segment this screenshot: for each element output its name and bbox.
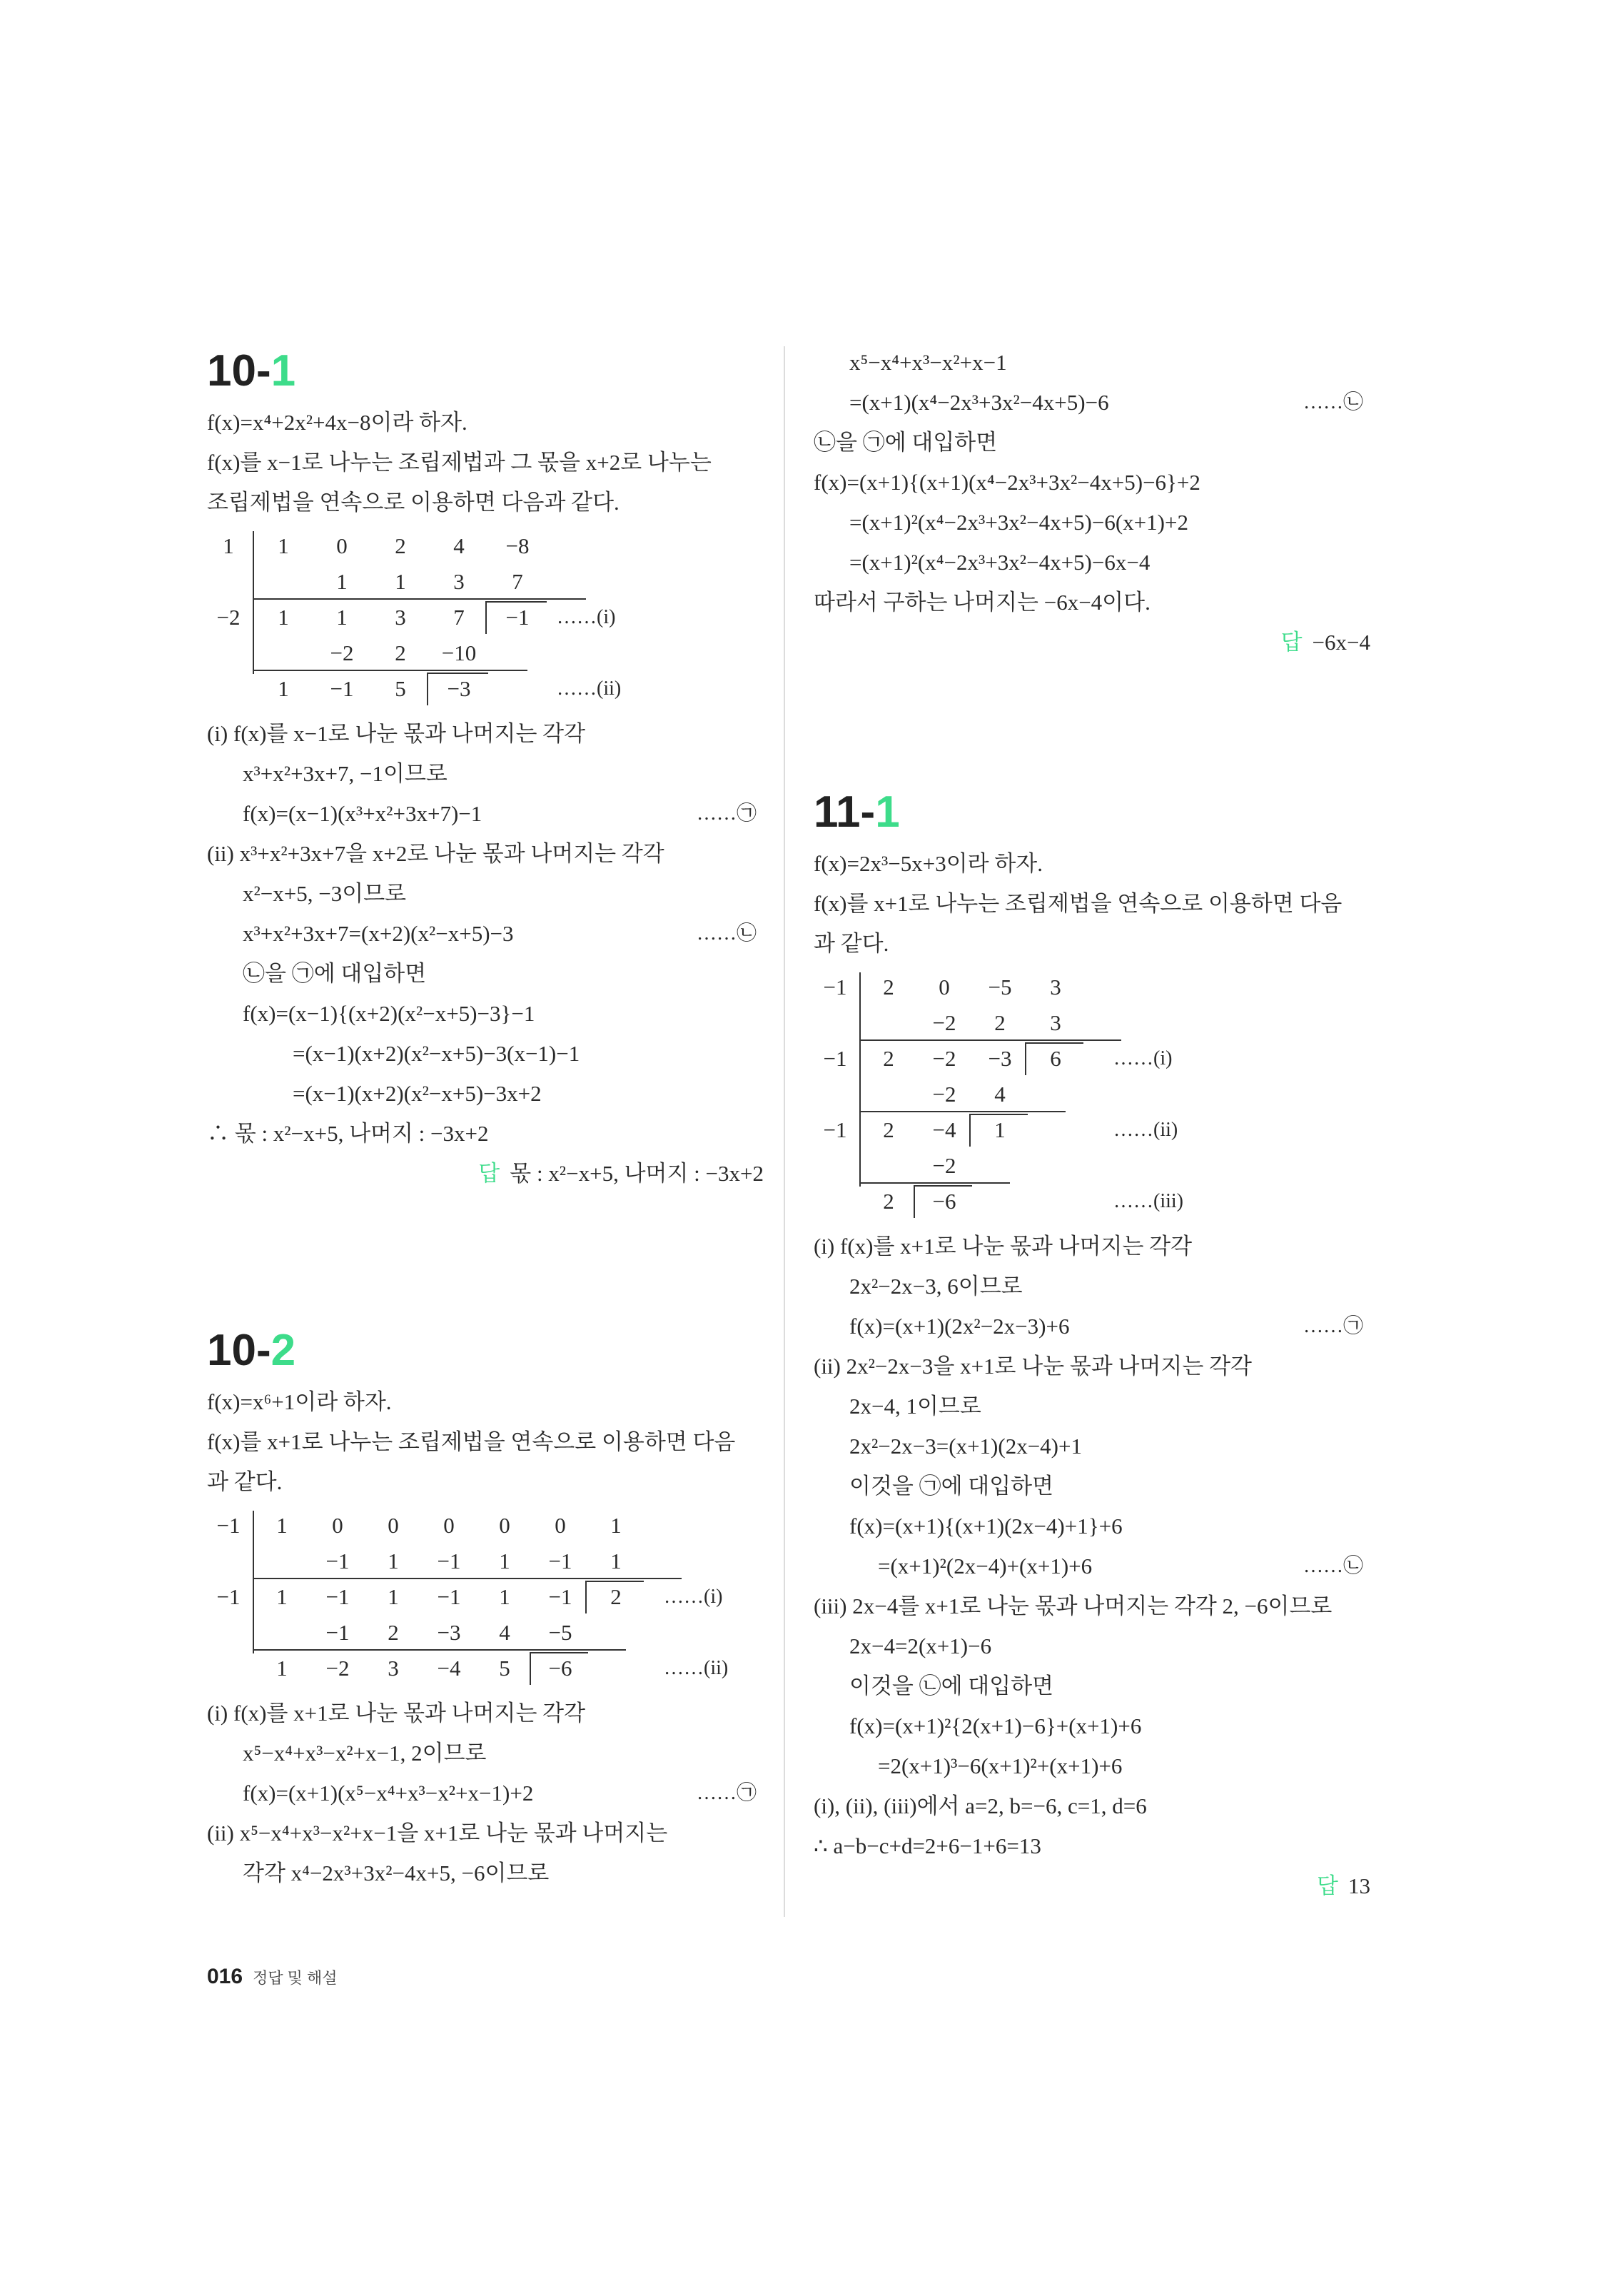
synth-cell: −3 <box>988 1046 1012 1071</box>
synth-divisor: −2 <box>216 605 241 630</box>
intro-line: 조립제법을 연속으로 이용하면 다음과 같다. <box>207 490 620 515</box>
problem-title-10-2: 10-2 <box>207 1326 296 1375</box>
synth-cell: −4 <box>932 1117 956 1142</box>
step-line: 따라서 구하는 나머지는 −6x−4이다. <box>814 590 1151 615</box>
intro-line: f(x)=x⁴+2x²+4x−8이라 하자. <box>207 410 467 435</box>
equation-mark: ……㉠ <box>1303 1315 1363 1337</box>
synthetic-division-table <box>207 1508 764 1686</box>
synth-cell: 5 <box>395 676 406 701</box>
synth-cell: −2 <box>932 1010 956 1035</box>
synth-cell: 7 <box>512 569 523 594</box>
step-line: (ii) x⁵−x⁴+x³−x²+x−1을 x+1로 나눈 몫과 나머지는 <box>207 1821 668 1846</box>
synth-cell: 1 <box>336 569 348 594</box>
synth-cell: 1 <box>278 605 289 630</box>
synth-cell: −2 <box>330 640 354 665</box>
step-line: x³+x²+3x+7=(x+2)(x²−x+5)−3 ……㉡ <box>207 914 764 954</box>
synth-cell: 1 <box>994 1117 1006 1142</box>
remainder-box-line <box>969 1114 1028 1115</box>
column-divider <box>784 346 785 1917</box>
synth-divider-line <box>859 972 861 1044</box>
synth-step-mark: ……(i) <box>1113 1047 1173 1069</box>
step-line: =(x−1)(x+2)(x²−x+5)−3x+2 <box>293 1081 542 1106</box>
equation-mark: ……㉡ <box>696 922 757 945</box>
synth-cell: 1 <box>499 1549 510 1574</box>
remainder-box-line <box>427 674 428 705</box>
step-line: f(x)=(x+1){(x+1)(2x−4)+1}+6 <box>849 1514 1123 1539</box>
synth-cell: 2 <box>883 975 894 1000</box>
synth-cell: −3 <box>437 1620 461 1645</box>
step-line: f(x)=(x+1)²{2(x+1)−6}+(x+1)+6 <box>849 1713 1142 1738</box>
synth-cell: −5 <box>988 975 1012 1000</box>
step-line: =(x+1)(x⁴−2x³+3x²−4x+5)−6 ……㉡ <box>814 383 1370 423</box>
step-line: (i), (ii), (iii)에서 a=2, b=−6, c=1, d=6 <box>814 1793 1147 1818</box>
step-line: ∴ a−b−c+d=2+6−1+6=13 <box>814 1833 1041 1858</box>
synth-cell: 1 <box>278 676 289 701</box>
synth-divider-line <box>859 1044 861 1115</box>
synth-divider-line <box>253 1582 254 1653</box>
synth-cell: −6 <box>548 1656 572 1681</box>
remainder-box-line <box>585 1581 644 1582</box>
synth-step-mark: ……(ii) <box>557 678 622 700</box>
synth-cell: 1 <box>276 1656 288 1681</box>
synth-divisor: −1 <box>216 1584 241 1609</box>
synth-cell: 1 <box>276 1584 288 1609</box>
synth-cell: 2 <box>610 1584 622 1609</box>
step-line: x²−x+5, −3이므로 <box>243 881 407 906</box>
remainder-box-line <box>485 601 547 603</box>
answer-line: 답 −6x−4 <box>1280 630 1370 655</box>
step-line: 각각 x⁴−2x³+3x²−4x+5, −6이므로 <box>243 1861 550 1885</box>
remainder-box-line <box>914 1185 972 1187</box>
remainder-box-line <box>530 1652 588 1653</box>
footer-section-label: 정답 및 해설 <box>253 1969 338 1987</box>
synth-cell: −4 <box>437 1656 461 1681</box>
step-line: f(x)=(x+1)(2x²−2x−3)+6 ……㉠ <box>814 1306 1370 1346</box>
synth-cell: 1 <box>388 1584 399 1609</box>
synth-cell: 2 <box>994 1010 1006 1035</box>
step-line: (i) f(x)를 x−1로 나눈 몫과 나머지는 각각 <box>207 721 586 746</box>
step-line: 2x²−2x−3=(x+1)(2x−4)+1 <box>849 1434 1082 1459</box>
synth-divisor: −1 <box>216 1513 241 1538</box>
synth-step-mark: ……(i) <box>664 1586 723 1608</box>
synth-cell: 2 <box>388 1620 399 1645</box>
left-column <box>207 343 764 1893</box>
page-number: 016 <box>207 1965 243 1988</box>
remainder-box-line <box>585 1582 587 1613</box>
remainder-box-line <box>530 1653 531 1685</box>
synth-step-mark: ……(iii) <box>1113 1190 1183 1212</box>
synth-sum-line <box>253 1649 626 1651</box>
step-line: f(x)=(x+1){(x+1)(x⁴−2x³+3x²−4x+5)−6}+2 <box>814 470 1200 495</box>
step-line: ㉡을 ㉠에 대입하면 <box>814 430 998 455</box>
synth-cell: −2 <box>932 1082 956 1107</box>
synth-cell: 0 <box>336 533 348 558</box>
synth-cell: 4 <box>994 1082 1006 1107</box>
equation-mark: ……㉡ <box>1303 1555 1363 1577</box>
synth-divider-line <box>253 531 254 603</box>
step-line: 2x−4=2(x+1)−6 <box>849 1633 992 1658</box>
synth-cell: 1 <box>278 533 289 558</box>
remainder-box-line <box>485 603 487 634</box>
synth-cell: 4 <box>453 533 465 558</box>
intro-line: 과 같다. <box>814 931 889 956</box>
synth-step-mark: ……(i) <box>557 606 616 628</box>
synthetic-division-table <box>207 528 764 707</box>
synth-sum-line <box>253 598 586 600</box>
synth-step-mark: ……(ii) <box>1113 1119 1178 1141</box>
step-line: f(x)=(x−1)(x³+x²+3x+7)−1 ……㉠ <box>207 794 764 834</box>
intro-line: 과 같다. <box>207 1469 283 1494</box>
synth-cell: −1 <box>437 1584 461 1609</box>
synth-cell: 0 <box>388 1513 399 1538</box>
synth-cell: −3 <box>447 676 471 701</box>
synth-cell: 2 <box>395 533 406 558</box>
synth-cell: 5 <box>499 1656 510 1681</box>
synth-cell: −1 <box>330 676 354 701</box>
synth-step-mark: ……(ii) <box>664 1657 729 1679</box>
synth-divider-line <box>253 1511 254 1582</box>
step-line: =(x−1)(x+2)(x²−x+5)−3(x−1)−1 <box>293 1041 580 1066</box>
synth-cell: 3 <box>1050 975 1061 1000</box>
synth-cell: −6 <box>932 1189 956 1214</box>
synth-sum-line <box>253 670 527 671</box>
synth-cell: 7 <box>453 605 465 630</box>
synthetic-division-table <box>814 970 1370 1219</box>
equation-mark: ……㉠ <box>696 802 757 825</box>
synth-cell: 3 <box>1050 1010 1061 1035</box>
step-line: =(x+1)²(x⁴−2x³+3x²−4x+5)−6(x+1)+2 <box>849 510 1188 535</box>
synth-cell: −1 <box>325 1620 350 1645</box>
intro-line: f(x)=2x³−5x+3이라 하자. <box>814 851 1043 876</box>
step-line: =(x+1)²(2x−4)+(x+1)+6 ……㉡ <box>814 1546 1370 1586</box>
step-line: f(x)=(x−1){(x+2)(x²−x+5)−3}−1 <box>243 1001 535 1026</box>
equation-mark: ……㉡ <box>1303 391 1363 413</box>
synth-cell: −1 <box>437 1549 461 1574</box>
synth-cell: −2 <box>932 1046 956 1071</box>
synth-cell: −1 <box>548 1549 572 1574</box>
intro-line: f(x)를 x+1로 나누는 조립제법을 연속으로 이용하면 다음 <box>207 1429 736 1454</box>
equation-mark: ……㉠ <box>696 1782 757 1804</box>
synth-cell: 6 <box>1050 1046 1061 1071</box>
synth-cell: 0 <box>939 975 950 1000</box>
step-line: 이것을 ㉠에 대입하면 <box>849 1474 1054 1499</box>
synth-cell: −2 <box>932 1153 956 1178</box>
step-line: ㉡을 ㉠에 대입하면 <box>243 961 427 986</box>
answer-line: 답 13 <box>1317 1873 1370 1898</box>
step-line: x⁵−x⁴+x³−x²+x−1, 2이므로 <box>243 1741 487 1766</box>
step-line: x³+x²+3x+7, −1이므로 <box>243 761 448 786</box>
step-line: x⁵−x⁴+x³−x²+x−1 <box>849 350 1007 375</box>
synth-cell: 0 <box>499 1513 510 1538</box>
synth-cell: −1 <box>325 1549 350 1574</box>
synth-cell: −1 <box>325 1584 350 1609</box>
synth-cell: 1 <box>395 569 406 594</box>
synth-cell: 3 <box>395 605 406 630</box>
step-line: (iii) 2x−4를 x+1로 나눈 몫과 나머지는 각각 2, −6이므로 <box>814 1593 1333 1618</box>
synth-cell: 1 <box>610 1513 622 1538</box>
page-footer <box>207 1965 338 1989</box>
synth-cell: 1 <box>388 1549 399 1574</box>
synth-cell: −1 <box>548 1584 572 1609</box>
step-line: ∴ 몫 : x²−x+5, 나머지 : −3x+2 <box>207 1121 489 1146</box>
synth-cell: −10 <box>441 640 477 665</box>
synth-cell: 1 <box>499 1584 510 1609</box>
synth-cell: −8 <box>505 533 530 558</box>
synth-cell: 3 <box>388 1656 399 1681</box>
step-line: 2x²−2x−3, 6이므로 <box>849 1274 1023 1299</box>
step-line: (i) f(x)를 x+1로 나눈 몫과 나머지는 각각 <box>207 1701 586 1726</box>
intro-line: f(x)를 x−1로 나누는 조립제법과 그 몫을 x+2로 나누는 <box>207 450 712 475</box>
intro-line: f(x)=x⁶+1이라 하자. <box>207 1389 392 1414</box>
synth-divisor: 1 <box>223 533 234 558</box>
step-line: (i) f(x)를 x+1로 나눈 몫과 나머지는 각각 <box>814 1234 1193 1259</box>
synth-cell: 0 <box>443 1513 455 1538</box>
synth-sum-line <box>859 1182 1010 1184</box>
remainder-box-line <box>914 1187 915 1218</box>
synth-divisor: −1 <box>823 1046 847 1071</box>
problem-title-10-1: 10-1 <box>207 346 296 396</box>
synth-divisor: −1 <box>823 975 847 1000</box>
synth-cell: 2 <box>883 1189 894 1214</box>
synth-cell: 2 <box>883 1117 894 1142</box>
synth-divider-line <box>859 1115 861 1187</box>
synth-divider-line <box>253 603 254 674</box>
synth-sum-line <box>253 1578 682 1579</box>
intro-line: f(x)를 x+1로 나누는 조립제법을 연속으로 이용하면 다음 <box>814 891 1343 916</box>
synth-cell: −1 <box>505 605 530 630</box>
synth-sum-line <box>859 1111 1066 1112</box>
synth-cell: 0 <box>332 1513 343 1538</box>
answer-tag: 답 <box>1280 630 1303 655</box>
synth-cell: 2 <box>395 640 406 665</box>
answer-tag: 답 <box>478 1161 500 1186</box>
synth-cell: 4 <box>499 1620 510 1645</box>
problem-title-11-1: 11-1 <box>814 787 900 837</box>
answer-line: 답 몫 : x²−x+5, 나머지 : −3x+2 <box>478 1161 764 1186</box>
remainder-box-line <box>1025 1042 1083 1044</box>
step-line: =(x+1)²(x⁴−2x³+3x²−4x+5)−6x−4 <box>849 550 1151 575</box>
synth-cell: 3 <box>453 569 465 594</box>
step-line: (ii) x³+x²+3x+7을 x+2로 나눈 몫과 나머지는 각각 <box>207 841 664 866</box>
remainder-box-line <box>969 1115 971 1147</box>
synth-cell: 0 <box>555 1513 566 1538</box>
remainder-box-line <box>1025 1044 1026 1075</box>
synth-cell: −2 <box>325 1656 350 1681</box>
synth-cell: 2 <box>883 1046 894 1071</box>
step-line: (ii) 2x²−2x−3을 x+1로 나눈 몫과 나머지는 각각 <box>814 1354 1252 1379</box>
right-column <box>814 343 1370 1906</box>
synth-cell: 1 <box>610 1549 622 1574</box>
synth-cell: 1 <box>276 1513 288 1538</box>
synth-sum-line <box>859 1039 1121 1041</box>
step-line: 2x−4, 1이므로 <box>849 1394 981 1419</box>
synth-cell: −5 <box>548 1620 572 1645</box>
step-line: 이것을 ㉡에 대입하면 <box>849 1673 1054 1698</box>
step-line: f(x)=(x+1)(x⁵−x⁴+x³−x²+x−1)+2 ……㉠ <box>207 1773 764 1813</box>
synth-cell: 1 <box>336 605 348 630</box>
step-line: =2(x+1)³−6(x+1)²+(x+1)+6 <box>878 1753 1123 1778</box>
synth-divisor: −1 <box>823 1117 847 1142</box>
remainder-box-line <box>427 673 488 674</box>
answer-tag: 답 <box>1317 1873 1338 1898</box>
